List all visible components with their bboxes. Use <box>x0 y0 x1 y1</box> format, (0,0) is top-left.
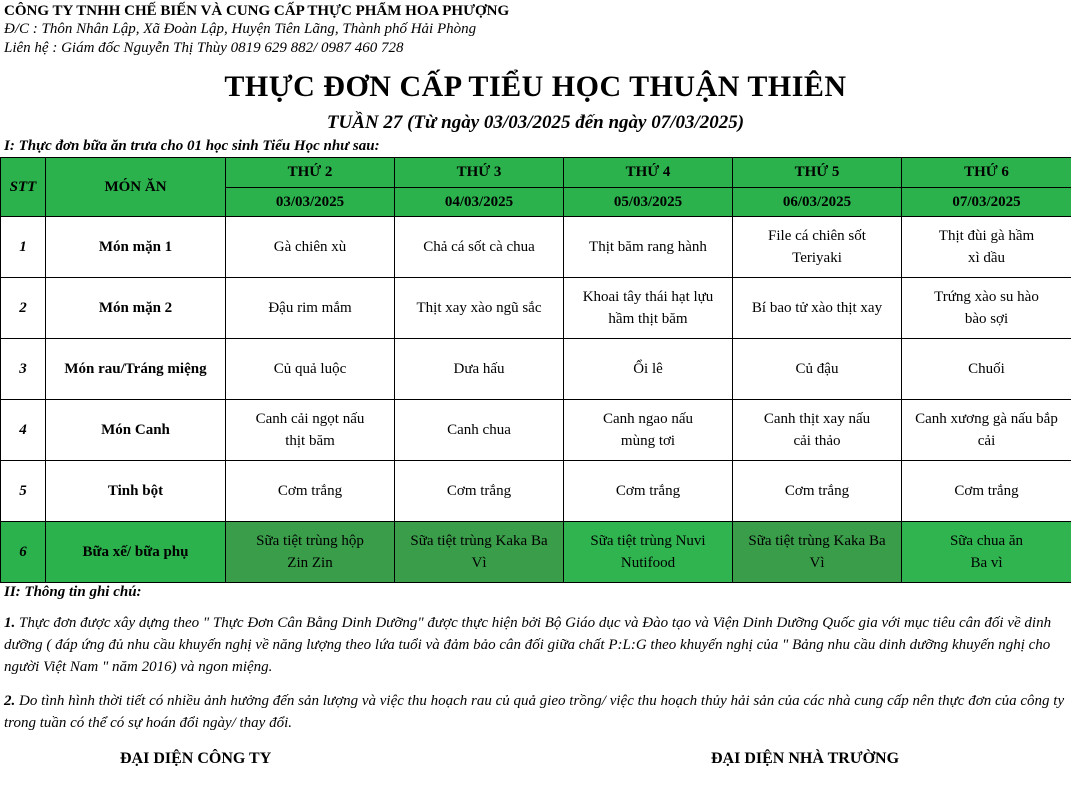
menu-cell <box>564 461 733 522</box>
row-number: 4 <box>1 400 46 461</box>
table-row <box>1 217 1071 278</box>
menu-line: Sữa chua ăn <box>949 533 1024 549</box>
section-2-heading: II: Thông tin ghi chú: <box>4 584 142 600</box>
menu-line: Củ đậu <box>795 361 839 377</box>
date-header: 06/03/2025 <box>733 187 902 217</box>
menu-cell <box>564 217 733 278</box>
menu-line: Gà chiên xù <box>273 239 347 255</box>
menu-cell <box>226 400 395 461</box>
signature-company: ĐẠI DIỆN CÔNG TY <box>120 750 272 767</box>
page-title: THỰC ĐƠN CẤP TIỂU HỌC THUẬN THIÊN <box>224 70 847 103</box>
row-number: 3 <box>1 339 46 400</box>
dish-header: MÓN ĂN <box>46 158 226 217</box>
row-number: 2 <box>1 278 46 339</box>
menu-line: Sữa tiệt trùng hộp <box>256 533 364 549</box>
menu-cell <box>226 278 395 339</box>
dish-category: Món Canh <box>46 400 226 461</box>
menu-line: Ba vì <box>970 555 1003 571</box>
menu-line: Củ quả luộc <box>273 361 347 377</box>
menu-cell <box>902 461 1071 522</box>
menu-cell <box>395 217 564 278</box>
note-1-text: Thực đơn được xây dựng theo " Thực Đơn Cân Bằng Dinh Dưỡng" được thực hiện bởi Bộ Giáo dục và Đào tạo và Viện Dinh Dưỡng Quốc gia với mục tiêu cân đối về dinh dưỡng ( đáp ứng đủ nhu cầu khuyến nghị về năng lượng theo lứa tuổi và đảm bảo cân đối giữa chất P:L:G theo khuyến nghị của " Bảng nhu cầu dinh dưỡng khuyến nghị cho người Việt Nam " năm 2016) và ngon miệng. <box>4 615 1052 675</box>
menu-line: cải thảo <box>793 433 841 449</box>
menu-cell <box>733 400 902 461</box>
table-row <box>1 461 1071 522</box>
menu-line: cải <box>977 433 996 449</box>
menu-line: Khoai tây thái hạt lựu <box>582 289 714 305</box>
company-contact: Liên hệ : Giám đốc Nguyễn Thị Thùy 0819 629 882/ 0987 460 728 <box>4 40 404 56</box>
menu-cell <box>395 522 564 583</box>
menu-cell <box>733 278 902 339</box>
note-2 <box>4 690 1066 734</box>
menu-cell <box>733 217 902 278</box>
menu-cell <box>733 339 902 400</box>
menu-cell <box>395 278 564 339</box>
menu-cell <box>733 461 902 522</box>
menu-line: Trứng xào su hào <box>934 289 1039 305</box>
date-header: 03/03/2025 <box>226 187 395 217</box>
day-header: THỨ 4 <box>564 158 733 188</box>
menu-line: Chuối <box>968 361 1005 377</box>
menu-cell <box>902 339 1071 400</box>
menu-line: Nutifood <box>620 555 676 571</box>
menu-cell <box>395 400 564 461</box>
date-header: 05/03/2025 <box>564 187 733 217</box>
day-header: THỨ 2 <box>226 158 395 188</box>
menu-line: Cơm trắng <box>954 483 1019 499</box>
menu-line: Canh xương gà nấu bắp <box>915 411 1058 427</box>
menu-line: xì dầu <box>967 250 1006 266</box>
menu-line: Canh thịt xay nấu <box>763 411 871 427</box>
menu-line: Cơm trắng <box>446 483 512 499</box>
signature-school: ĐẠI DIỆN NHÀ TRƯỜNG <box>711 750 900 767</box>
menu-line: Sữa tiệt trùng Nuvi <box>590 533 706 549</box>
menu-line: Cơm trắng <box>615 483 681 499</box>
menu-cell <box>564 400 733 461</box>
stt-header: STT <box>1 158 46 217</box>
table-header-row-days <box>1 158 1071 188</box>
day-header: THỨ 6 <box>902 158 1071 188</box>
menu-cell <box>902 217 1071 278</box>
note-2-number: 2. <box>4 693 16 709</box>
dish-category: Món mặn 2 <box>46 278 226 339</box>
menu-cell <box>564 339 733 400</box>
menu-line: Chả cá sốt cà chua <box>423 239 535 255</box>
dish-category: Tinh bột <box>46 461 226 522</box>
menu-cell <box>395 461 564 522</box>
menu-cell <box>902 400 1071 461</box>
menu-line: Cơm trắng <box>784 483 850 499</box>
menu-line: Vì <box>809 555 825 571</box>
menu-line: Thịt đùi gà hầm <box>938 228 1035 244</box>
dish-category: Món rau/Tráng miệng <box>46 339 226 400</box>
menu-line: bào sợi <box>964 311 1009 327</box>
menu-line: Ổi lê <box>633 361 663 377</box>
menu-line: Canh ngao nấu <box>603 411 693 427</box>
menu-line: Vì <box>471 555 487 571</box>
menu-line: thịt băm <box>285 433 335 449</box>
menu-line: Thịt băm rang hành <box>589 239 707 255</box>
note-2-text: Do tình hình thời tiết có nhiều ảnh hưởng đến sản lượng và việc thu hoạch rau củ quả gieo trồng/ việc thu hoạch thủy hải sản của các nhà cung cấp nên thực đơn của công ty trong tuần có thể có sự hoán đổi ngày/ thay đổi. <box>4 693 1065 731</box>
row-number: 1 <box>1 217 46 278</box>
menu-table <box>0 157 1071 583</box>
menu-cell <box>395 339 564 400</box>
menu-line: Cơm trắng <box>277 483 343 499</box>
menu-line: File cá chiên sốt <box>768 228 866 244</box>
menu-cell <box>902 522 1071 583</box>
company-name: CÔNG TY TNHH CHẾ BIẾN VÀ CUNG CẤP THỰC PHẨM HOA PHƯỢNG <box>4 3 510 19</box>
section-1-heading: I: Thực đơn bữa ăn trưa cho 01 học sinh Tiểu Học như sau: <box>4 138 380 154</box>
menu-line: Canh chua <box>447 422 511 438</box>
menu-cell <box>564 522 733 583</box>
table-row <box>1 339 1071 400</box>
menu-line: Teriyaki <box>792 250 842 266</box>
menu-cell <box>733 522 902 583</box>
menu-cell <box>902 278 1071 339</box>
menu-line: Sữa tiệt trùng Kaka Ba <box>410 533 548 549</box>
menu-cell <box>226 461 395 522</box>
menu-cell <box>564 278 733 339</box>
note-1 <box>4 612 1066 678</box>
row-number: 5 <box>1 461 46 522</box>
day-header: THỨ 3 <box>395 158 564 188</box>
company-header <box>4 2 1064 58</box>
dish-category: Bữa xế/ bữa phụ <box>46 522 226 583</box>
menu-cell <box>226 217 395 278</box>
date-header: 04/03/2025 <box>395 187 564 217</box>
menu-line: mùng tơi <box>620 433 676 449</box>
menu-line: Canh cải ngọt nấu <box>255 411 365 427</box>
day-header: THỨ 5 <box>733 158 902 188</box>
menu-line: Zin Zin <box>287 555 333 571</box>
menu-line: Đậu rim mắm <box>268 300 352 316</box>
table-row <box>1 278 1071 339</box>
menu-line: Bí bao tử xào thịt xay <box>751 300 883 316</box>
note-1-number: 1. <box>4 615 16 631</box>
menu-line: Sữa tiệt trùng Kaka Ba <box>748 533 886 549</box>
week-subtitle: TUẦN 27 (Từ ngày 03/03/2025 đến ngày 07/03/2025) <box>326 112 745 133</box>
menu-cell <box>226 522 395 583</box>
date-header: 07/03/2025 <box>902 187 1071 217</box>
dish-category: Món mặn 1 <box>46 217 226 278</box>
company-address: Đ/C : Thôn Nhân Lập, Xã Đoàn Lập, Huyện Tiên Lãng, Thành phố Hải Phòng <box>4 21 477 37</box>
table-row <box>1 400 1071 461</box>
menu-line: hầm thịt băm <box>608 311 688 327</box>
menu-line: Dưa hấu <box>453 361 505 377</box>
row-number: 6 <box>1 522 46 583</box>
table-row-snack <box>1 522 1071 583</box>
menu-line: Thịt xay xào ngũ sắc <box>416 300 542 316</box>
menu-cell <box>226 339 395 400</box>
